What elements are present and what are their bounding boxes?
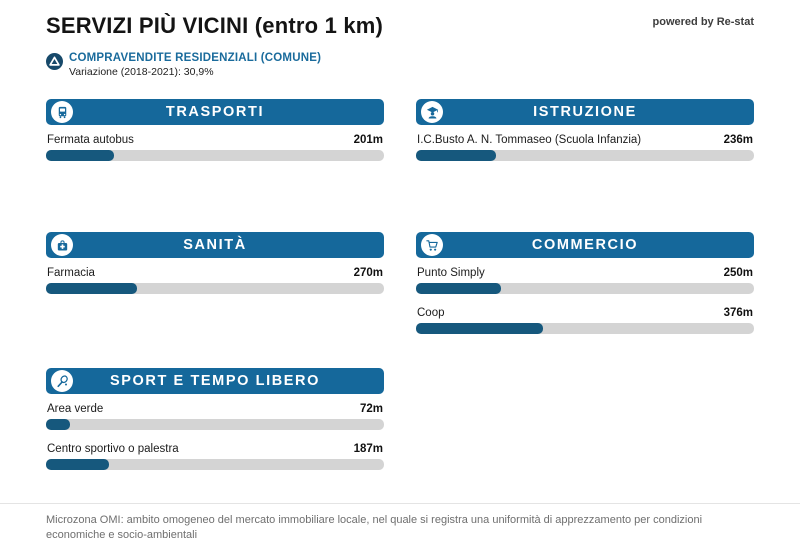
service-distance: 72m bbox=[359, 403, 383, 415]
bus-icon bbox=[55, 105, 70, 120]
graduate-icon bbox=[425, 105, 440, 120]
card-header bbox=[46, 232, 384, 258]
distance-bar-fill bbox=[46, 459, 109, 470]
service-item bbox=[416, 307, 754, 334]
card-header bbox=[46, 368, 384, 394]
delta-circle-icon bbox=[46, 53, 63, 70]
service-item-row bbox=[416, 267, 754, 279]
distance-bar-track bbox=[46, 419, 384, 430]
subtitle-block bbox=[46, 52, 754, 78]
service-distance: 376m bbox=[723, 307, 753, 319]
card-icon-circle bbox=[51, 101, 73, 123]
service-item bbox=[46, 267, 384, 294]
service-item-row bbox=[46, 403, 384, 415]
service-distance: 201m bbox=[353, 134, 383, 146]
distance-bar-track bbox=[46, 150, 384, 161]
service-item-row bbox=[46, 267, 384, 279]
distance-bar-fill bbox=[416, 323, 543, 334]
category-card bbox=[46, 232, 384, 294]
powered-by-label: powered by Re-stat bbox=[652, 16, 754, 28]
distance-bar-track bbox=[46, 283, 384, 294]
card-header bbox=[416, 99, 754, 125]
card-icon-circle bbox=[421, 234, 443, 256]
service-distance: 187m bbox=[353, 443, 383, 455]
distance-bar-fill bbox=[46, 419, 70, 430]
category-cards-grid bbox=[46, 99, 754, 470]
card-title: SPORT E TEMPO LIBERO bbox=[109, 373, 321, 389]
distance-bar-track bbox=[416, 283, 754, 294]
shopping-cart-icon bbox=[425, 238, 440, 253]
footer-note: Microzona OMI: ambito omogeneo del mercato immobiliare locale, nel quale si registra una uniformità di apprezzamento per condizioni economiche e socio-ambientali bbox=[46, 514, 703, 541]
card-title: ISTRUZIONE bbox=[533, 104, 637, 120]
service-label: Farmacia bbox=[47, 267, 95, 279]
service-distance: 250m bbox=[723, 267, 753, 279]
subtitle-variation: Variazione (2018-2021): 30,9% bbox=[69, 66, 214, 78]
distance-bar-fill bbox=[416, 150, 496, 161]
service-item-row bbox=[46, 443, 384, 455]
distance-bar-track bbox=[416, 150, 754, 161]
service-label: I.C.Busto A. N. Tommaseo (Scuola Infanzia) bbox=[417, 134, 642, 146]
card-title: TRASPORTI bbox=[165, 104, 265, 120]
service-label: Fermata autobus bbox=[47, 134, 134, 146]
service-item-row bbox=[46, 134, 384, 146]
distance-bar-fill bbox=[416, 283, 501, 294]
card-header bbox=[416, 232, 754, 258]
card-items bbox=[416, 267, 754, 334]
subtitle-label: COMPRAVENDITE RESIDENZIALI (COMUNE) bbox=[69, 52, 322, 64]
card-header bbox=[46, 99, 384, 125]
service-item bbox=[46, 443, 384, 470]
card-icon-circle bbox=[51, 234, 73, 256]
category-card bbox=[416, 232, 754, 334]
card-items bbox=[46, 403, 384, 470]
distance-bar-fill bbox=[46, 283, 137, 294]
service-distance: 236m bbox=[723, 134, 753, 146]
service-item-row bbox=[416, 134, 754, 146]
distance-bar-fill bbox=[46, 150, 114, 161]
service-item bbox=[46, 403, 384, 430]
distance-bar-track bbox=[46, 459, 384, 470]
card-icon-circle bbox=[51, 370, 73, 392]
card-title: COMMERCIO bbox=[531, 237, 639, 253]
subtitle-texts bbox=[69, 52, 321, 78]
service-item bbox=[46, 134, 384, 161]
category-card bbox=[46, 368, 384, 470]
service-label: Area verde bbox=[47, 403, 104, 415]
service-item bbox=[416, 267, 754, 294]
service-distance: 270m bbox=[353, 267, 383, 279]
service-item bbox=[416, 134, 754, 161]
service-label: Punto Simply bbox=[417, 267, 485, 279]
card-items bbox=[46, 267, 384, 294]
service-label: Centro sportivo o palestra bbox=[47, 443, 179, 455]
service-label: Coop bbox=[417, 307, 445, 319]
category-card bbox=[46, 99, 384, 161]
page-title: SERVIZI PIÙ VICINI (entro 1 km) bbox=[46, 13, 384, 38]
card-title: SANITÀ bbox=[183, 237, 247, 253]
service-item-row bbox=[416, 307, 754, 319]
page-header bbox=[0, 0, 800, 39]
distance-bar-track bbox=[416, 323, 754, 334]
tennis-racket-icon bbox=[55, 374, 70, 389]
category-card bbox=[416, 99, 754, 161]
card-items bbox=[416, 134, 754, 161]
footer bbox=[0, 503, 800, 543]
card-items bbox=[46, 134, 384, 161]
card-icon-circle bbox=[421, 101, 443, 123]
medical-bag-icon bbox=[55, 238, 70, 253]
